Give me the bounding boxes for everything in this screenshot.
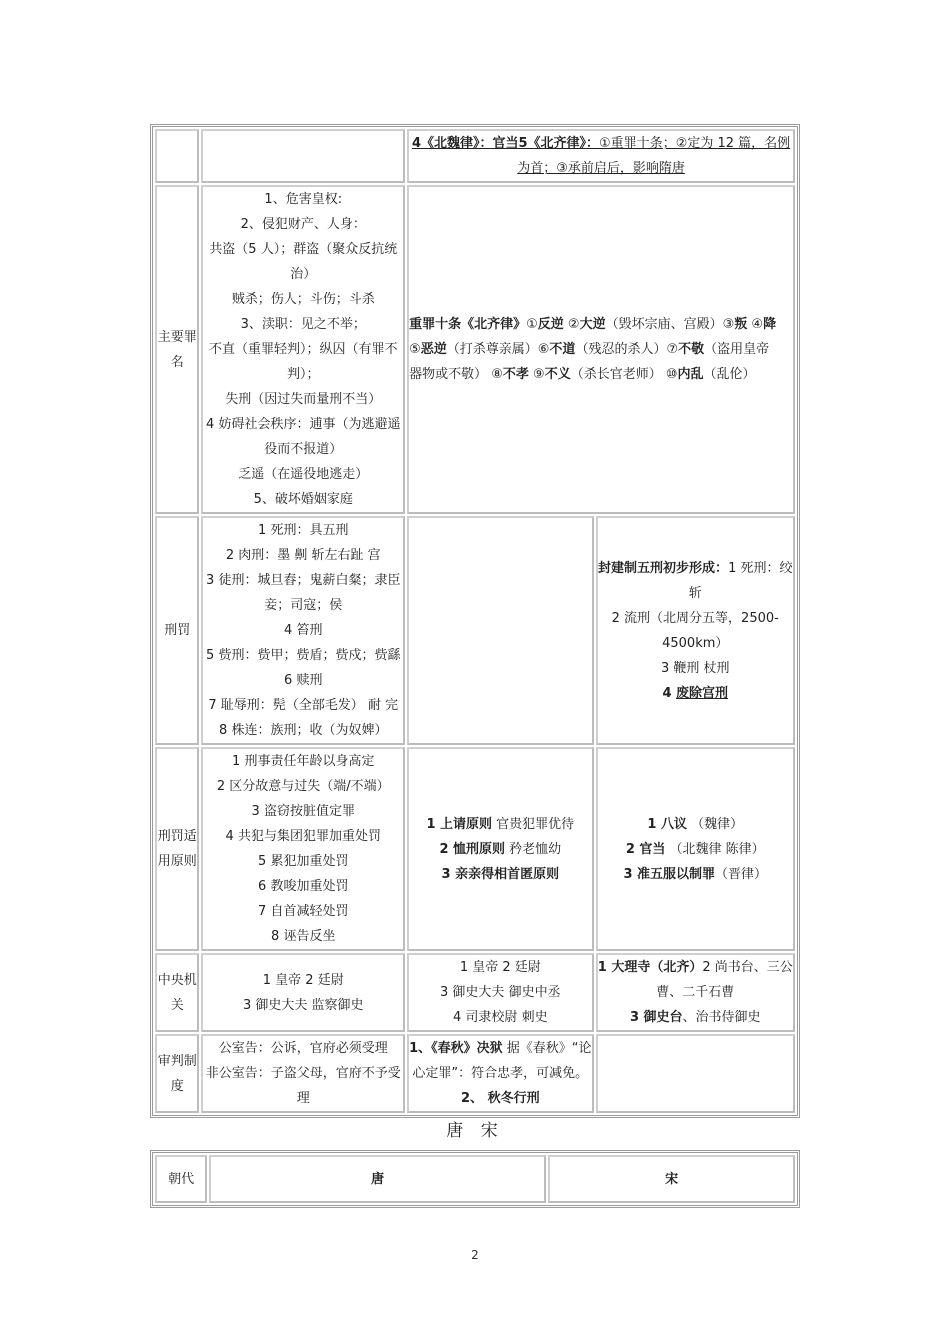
crime-line: 失刑（因过失而量刑不当） <box>225 392 382 407</box>
table-header-row <box>155 1155 795 1203</box>
row-label-empty <box>155 129 199 183</box>
crime-line: 2、侵犯财产、人身： <box>240 217 366 232</box>
principle-line: 1 八议 （魏律） <box>647 816 744 832</box>
principle-line: 6 教唆加重处罚 <box>258 879 349 894</box>
section-caption: 唐 宋 <box>446 1121 504 1141</box>
table-row <box>155 185 795 514</box>
code-line-1: 4《北魏律》：官当5《北齐律》：①重罪十条；②定为 12 篇，名例 <box>411 136 791 151</box>
han-punishments-cell <box>407 516 593 745</box>
row-label-crimes: 主要罪 名 <box>155 185 199 514</box>
tang-song-table <box>150 1150 800 1208</box>
han-principles-cell <box>407 747 593 951</box>
legal-history-table <box>150 124 800 1118</box>
principle-line: 5 累犯加重处罚 <box>258 854 349 869</box>
principle-line: 7 自首减轻处罚 <box>258 904 349 919</box>
header-dynasty: 朝代 <box>155 1155 207 1203</box>
weijin-code-cell <box>407 129 795 183</box>
crime-line: 乏遥（在遥役地逃走） <box>238 467 369 482</box>
principle-line: 2 区分故意与过失（端/不端） <box>216 779 390 794</box>
principle-line: 2 恤刑原则 矜老恤幼 <box>439 841 562 857</box>
table-row <box>155 129 795 183</box>
punish-line: 斩 <box>688 585 702 601</box>
header-tang: 唐 <box>209 1155 546 1203</box>
qin-central-cell: 1 皇帝 2 廷尉 3 御史大夫 监察御史 <box>201 953 405 1032</box>
punishment-line: 4 笞刑 <box>284 623 323 638</box>
crime-line: 4 妨碍社会秩序：逋事（为逃避遥 <box>206 417 401 432</box>
han-central-cell: 1 皇帝 2 廷尉 3 御史大夫 御史中丞 4 司隶校尉 刺史 <box>407 953 593 1032</box>
crime-line: 3、渎职：见之不举； <box>240 317 366 332</box>
punishment-line: 6 赎刑 <box>284 673 323 688</box>
crime-line: 5、破坏婚姻家庭 <box>253 492 353 507</box>
qin-trial-cell: 公室告：公诉，官府必须受理 非公室告：子盗父母，官府不予受 理 <box>201 1034 405 1113</box>
principle-line: 8 诬告反坐 <box>271 929 336 944</box>
crime-line: 共盗（5 人）；群盗（聚众反抗统 <box>209 242 398 257</box>
principle-line: 1 刑事责任年龄以身高定 <box>232 754 375 769</box>
principle-line: 3 盗窃按脏值定罪 <box>251 804 355 819</box>
punishment-line: 5 赀刑：赀甲；赀盾；赀戍；赀繇 <box>206 648 401 663</box>
row-label-central: 中央机 关 <box>155 953 199 1032</box>
crime-line: 贼杀；伤人；斗伤；斗杀 <box>231 292 375 307</box>
principle-line: 1 上请原则 官贵犯罪优待 <box>426 816 575 832</box>
table-row <box>155 516 795 745</box>
weijin-principles-cell <box>596 747 795 951</box>
table-row <box>155 1034 795 1113</box>
punish-line: 2 流刑（北周分五等，2500- <box>611 610 779 626</box>
crime-line: 判）； <box>286 367 320 382</box>
header-song: 宋 <box>548 1155 795 1203</box>
crime-line: 治） <box>290 267 317 282</box>
punishment-line: 7 耻辱刑：髡（全部毛发） 耐 完 <box>208 698 399 713</box>
table-row <box>155 747 795 951</box>
principle-line: 3 准五服以制罪（晋律） <box>623 866 768 882</box>
qin-punishments-cell <box>201 516 405 745</box>
weijin-central-cell: 1 大理寺（北齐）2 尚书台、三公 曹、二千石曹 3 御史台、治书侍御史 <box>596 953 795 1032</box>
punish-line: 3 鞭刑 杖刑 <box>660 660 730 676</box>
principle-line: 4 共犯与集团犯罪加重处罚 <box>225 829 381 844</box>
ten-felonies-cell <box>407 185 795 514</box>
punishment-line: 2 肉刑：墨 劓 斩左右趾 宫 <box>225 548 381 563</box>
punishment-line: 3 徒刑：城旦舂；鬼薪白粲；隶臣 <box>206 573 401 588</box>
ten-felonies-line-1: 重罪十条《北齐律》①反逆 ②大逆（毁坏宗庙、宫殿）③叛 ④降 <box>409 317 777 332</box>
punishment-line: 1 死刑：具五刑 <box>258 523 349 538</box>
qin-cell-empty <box>201 129 405 183</box>
qin-principles-cell <box>201 747 405 951</box>
principle-line: 2 官当 （北魏律 陈律） <box>625 841 765 857</box>
qin-crimes-cell <box>201 185 405 514</box>
weijin-punishments-cell <box>596 516 795 745</box>
punishment-line: 8 株连：族刑；收（为奴婢） <box>219 723 388 738</box>
crime-line: 1、危害皇权: <box>264 192 343 207</box>
punishment-line: 妾；司寇；侯 <box>264 598 343 613</box>
row-label-trial: 审判制 度 <box>155 1034 199 1113</box>
row-label-punishments: 刑罚 <box>155 516 199 745</box>
ten-felonies-line-2: ⑤恶逆（打杀尊亲属）⑥不道（残忍的杀人）⑦不敬（盗用皇帝 <box>409 342 770 357</box>
abolish-castration-line: 4 废除宫刑 <box>662 685 729 701</box>
principle-line: 3 亲亲得相首匿原则 <box>441 866 560 882</box>
ten-felonies-line-3: 器物或不敬） ⑧不孝 ⑨不义（杀长官老师） ⑩内乱（乱伦） <box>409 367 756 382</box>
table-row <box>155 953 795 1032</box>
punish-line: 4500km） <box>662 635 729 651</box>
crime-line: 不直（重罪轻判）；纵囚（有罪不 <box>208 342 398 357</box>
five-punishments-line: 封建制五刑初步形成：1 死刑：绞 <box>598 560 793 576</box>
code-line-2: 为首；③承前启后，影响隋唐 <box>517 161 685 176</box>
page-number: 2 <box>471 1248 479 1262</box>
han-trial-cell: 1、《春秋》决狱 据《春秋》“论 心定罪”：符合忠孝，可减免。 2、 秋冬行刑 <box>407 1034 593 1113</box>
row-label-principles: 刑罚适 用原则 <box>155 747 199 951</box>
crime-line: 役而不报道） <box>264 442 343 457</box>
weijin-trial-cell <box>596 1034 795 1113</box>
